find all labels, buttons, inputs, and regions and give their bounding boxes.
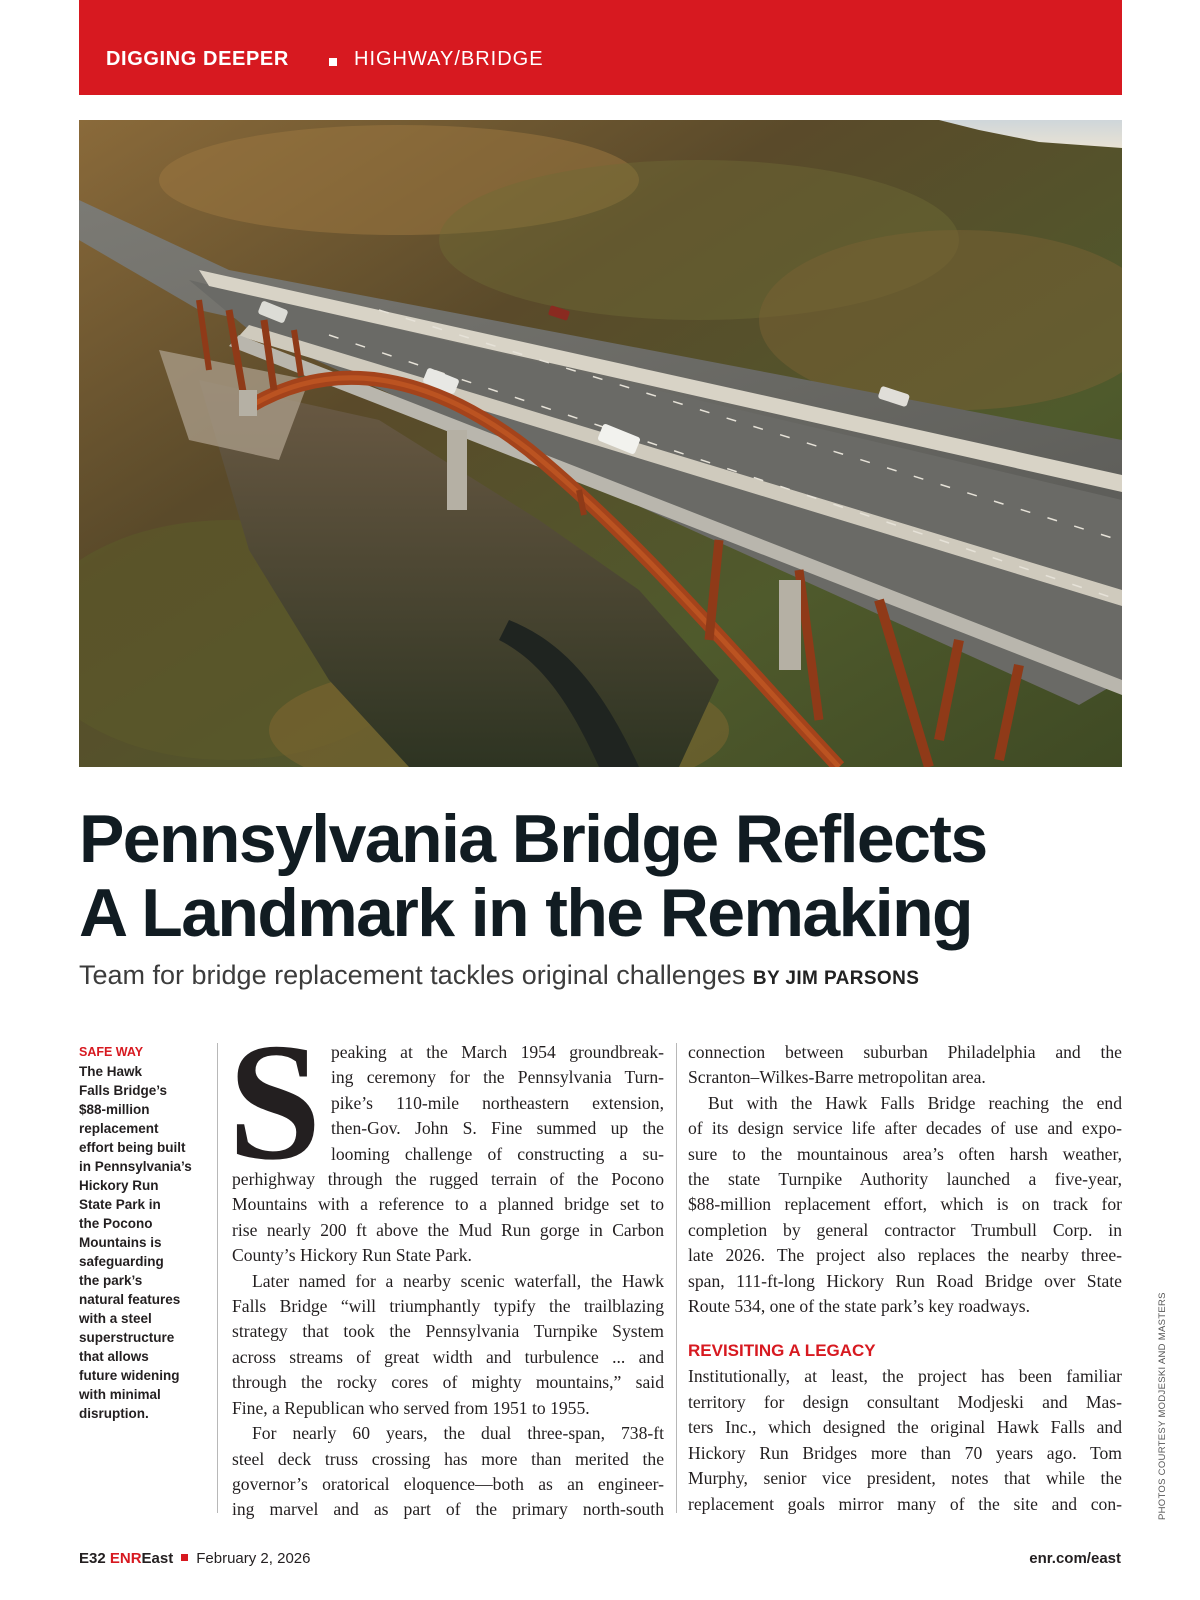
body-line: Institutionally, at least, the project has been familiar [688, 1366, 1122, 1387]
caption-line: State Park in [79, 1197, 161, 1212]
caption-line: $88-million [79, 1102, 150, 1117]
caption-line: the Pocono [79, 1216, 153, 1231]
section-header-bar [79, 0, 1122, 95]
body-line: completion by general contractor Trumbull Corp. in [688, 1219, 1122, 1240]
body-line: sure to the mountainous area’s often harsh weather, [688, 1143, 1122, 1164]
caption-line: replacement [79, 1121, 159, 1136]
article-deck [79, 960, 919, 991]
body-line: Scranton–Wilkes-Barre metropolitan area. [688, 1067, 986, 1088]
body-line: governor’s oratorical eloquence—both as an engineer- [232, 1473, 664, 1494]
caption-line: disruption. [79, 1406, 149, 1421]
separator-square-icon [329, 58, 337, 66]
body-line: late 2026. The project also replaces the nearby three- [688, 1245, 1122, 1266]
body-line: through the rocky cores of mighty mountains,” said [232, 1372, 664, 1393]
body-column-1 [228, 1009, 664, 1523]
body-line: Falls Bridge “will triumphantly typify the trailblazing [232, 1296, 664, 1317]
column-2-text-b [688, 1364, 1122, 1516]
caption-line: with a steel [79, 1311, 152, 1326]
section-label: DIGGING DEEPER [106, 48, 289, 70]
caption-line: natural features [79, 1292, 181, 1307]
caption-line: effort being built [79, 1140, 186, 1155]
caption-head: SAFE WAY [79, 1045, 144, 1059]
body-line: For nearly 60 years, the dual three-span, 738-ft [252, 1423, 664, 1444]
body-line: Fine, a Republican who served from 1951 to 1955. [232, 1397, 590, 1418]
body-line: steel deck truss crossing has more than merited the [232, 1448, 664, 1469]
body-line: then-Gov. John S. Fine summed up the [331, 1118, 664, 1139]
body-line: But with the Hawk Falls Bridge reaching the end [708, 1092, 1122, 1113]
caption-line: that allows [79, 1349, 149, 1364]
body-line: the state Turnpike Authority launched a five-year, [688, 1169, 1122, 1190]
column-2-text-a [688, 1040, 1122, 1319]
caption-line: Hickory Run [79, 1178, 159, 1193]
headline-line-1: Pennsylvania Bridge Reflects [79, 801, 987, 877]
body-line: $88-million replacement effort, which is on track for [688, 1194, 1122, 1215]
caption-line: Mountains is [79, 1235, 162, 1250]
body-line: Murphy, senior vice president, notes that while the [688, 1468, 1122, 1489]
body-line: replacement goals mirror many of the site and con- [688, 1493, 1122, 1514]
caption-line: future widening [79, 1368, 180, 1383]
body-line: across streams of great width and turbulence ... and [232, 1346, 664, 1367]
page-footer [79, 1550, 310, 1567]
caption-line: with minimal [79, 1387, 161, 1402]
body-line: Route 534, one of the state park’s key roadways. [688, 1296, 1031, 1317]
body-line: Hickory Run Bridges more than 70 years ago. Tom [688, 1442, 1122, 1463]
website-link[interactable]: enr.com/east [1029, 1550, 1121, 1567]
body-column-2 [688, 1040, 1122, 1517]
byline: BY JIM PARSONS [752, 968, 920, 989]
deck-text: Team for bridge replacement tackles original challenges [79, 960, 746, 990]
body-line: rise nearly 200 ft above the Mud Run gorge in Carbon [232, 1219, 664, 1240]
body-line: ing marvel and as part of the primary north-south [232, 1499, 664, 1520]
photo-caption [79, 1062, 211, 1423]
drop-cap: S [228, 1009, 322, 1195]
column-rule-left [217, 1043, 218, 1513]
body-line: ing ceremony for the Pennsylvania Turn- [331, 1067, 664, 1088]
headline-line-2: A Landmark in the Remaking [79, 875, 972, 951]
body-line: connection between suburban Philadelphia and the [688, 1042, 1122, 1062]
caption-line: The Hawk [79, 1064, 143, 1079]
caption-line: safeguarding [79, 1254, 164, 1269]
body-line: pike’s 110-mile northeastern extension, [331, 1092, 664, 1113]
footer-square-icon [181, 1554, 188, 1561]
body-line: perhighway through the rugged terrain of the Pocono [232, 1169, 664, 1190]
body-line: Mountains with a reference to a planned bridge set to [232, 1194, 664, 1215]
body-line: of its design service life after decades of use and expo- [688, 1118, 1122, 1139]
column-rule-right [676, 1043, 677, 1513]
body-line: County’s Hickory Run State Park. [232, 1245, 472, 1266]
body-line: looming challenge of constructing a su- [331, 1143, 664, 1164]
caption-line: superstructure [79, 1330, 175, 1345]
edition-name: East [141, 1550, 174, 1567]
body-line: ters Inc., which designed the original Hawk Falls and [688, 1417, 1122, 1438]
caption-line: in Pennsylvania’s [79, 1159, 192, 1174]
article-headline [79, 802, 1159, 950]
caption-line: the park’s [79, 1273, 143, 1288]
body-line: peaking at the March 1954 groundbreak- [331, 1042, 664, 1062]
issue-date: February 2, 2026 [196, 1550, 311, 1567]
photo-credit: PHOTOS COURTESY MODJESKI AND MASTERS [1157, 1292, 1168, 1520]
brand-name: ENR [109, 1550, 142, 1567]
page-number: E32 [79, 1550, 106, 1567]
subhead: REVISITING A LEGACY [688, 1341, 876, 1361]
subsection-label: HIGHWAY/BRIDGE [354, 48, 544, 70]
bridge-photo [79, 120, 1122, 767]
body-line: span, 111-ft-long Hickory Run Road Bridge over State [688, 1270, 1122, 1291]
body-line: Later named for a nearby scenic waterfall, the Hawk [252, 1270, 664, 1291]
body-line: strategy that took the Pennsylvania Turnpike System [232, 1321, 664, 1342]
body-line: territory for design consultant Modjeski and Mas- [688, 1391, 1122, 1412]
caption-line: Falls Bridge’s [79, 1083, 168, 1098]
